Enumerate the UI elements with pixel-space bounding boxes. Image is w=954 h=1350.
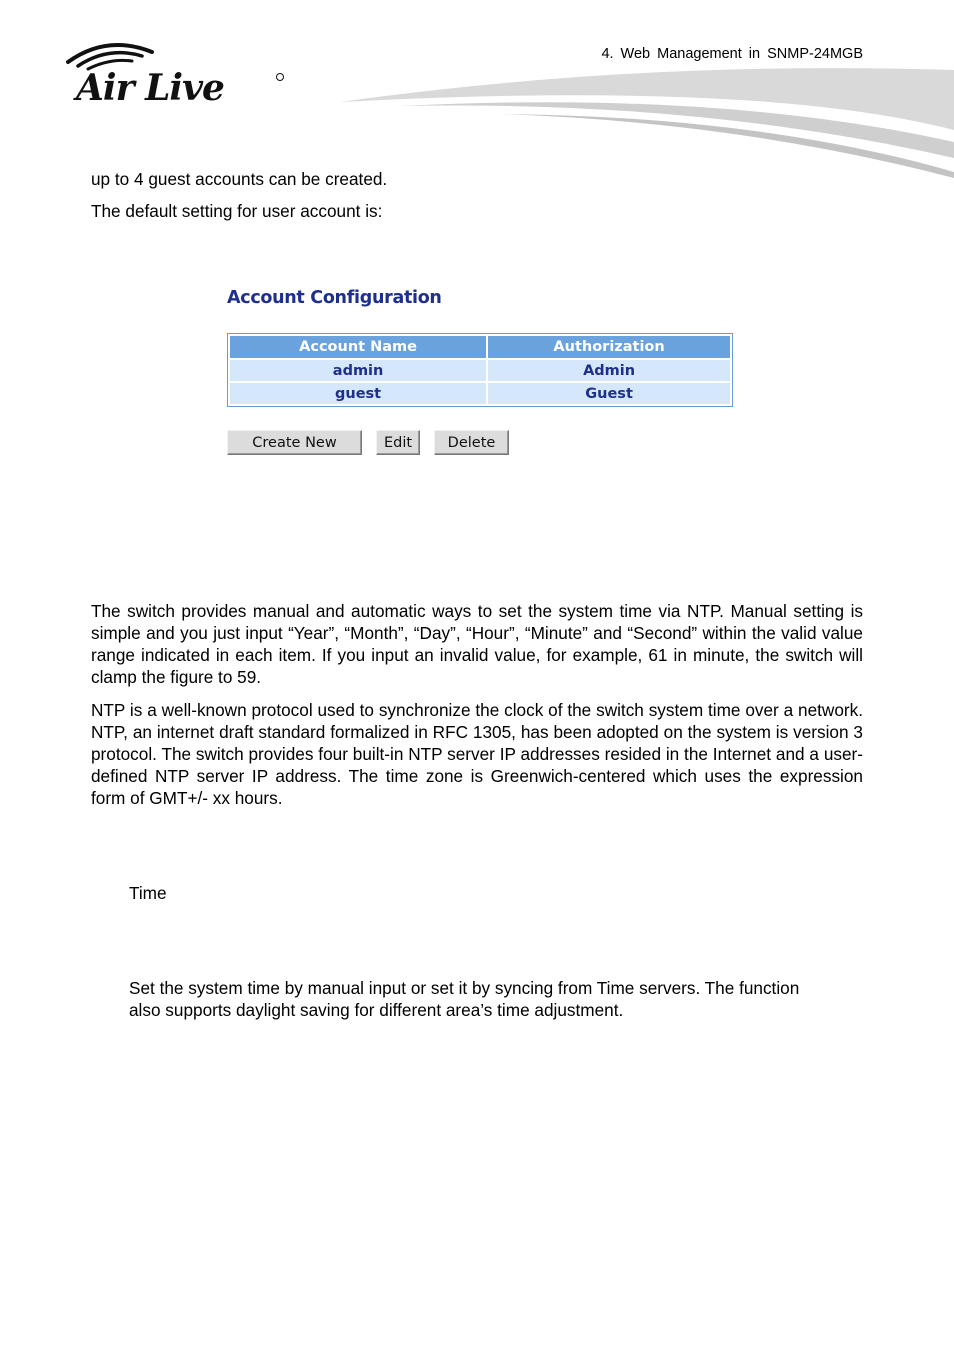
column-header-authorization: Authorization (488, 336, 730, 358)
account-config-title: Account Configuration (227, 288, 442, 308)
edit-button[interactable]: Edit (376, 430, 420, 455)
authorization-cell: Guest (488, 383, 730, 404)
delete-button[interactable]: Delete (434, 430, 509, 455)
svg-text:Air Live: Air Live (76, 67, 224, 108)
ntp-intro-paragraph: The switch provides manual and automatic ways to set the system time via NTP. Manual setting is simple and you just input “Year”, “Month”, “Day”, “Hour”, “Minute” and “Second” within the valid value range indicated in each item. If you input an invalid value, for example, 61 in minute, the switch will clamp the figure to 59. (91, 601, 863, 687)
create-new-button[interactable]: Create New (227, 430, 362, 455)
time-label: Time (129, 883, 167, 903)
intro-line-2: The default setting for user account is: (91, 201, 383, 221)
airlive-logo (62, 40, 292, 108)
account-name-cell: guest (230, 383, 486, 404)
table-row[interactable] (230, 383, 730, 404)
intro-line-1: up to 4 guest accounts can be created. (91, 169, 388, 189)
wifi-arcs-icon (68, 45, 152, 69)
column-header-account-name: Account Name (230, 336, 486, 358)
account-table (227, 333, 733, 407)
authorization-cell: Admin (488, 360, 730, 381)
time-description: Set the system time by manual input or set it by syncing from Time servers. The function also supports daylight saving for different area’s time adjustment. (129, 978, 800, 1020)
table-header-row (230, 336, 730, 358)
ntp-protocol-paragraph: NTP is a well-known protocol used to synchronize the clock of the switch system time over a network. NTP, an internet draft standard formalized in RFC 1305, has been adopted on the system is version 3 protocol. The switch provides four built-in NTP server IP addresses resided in the Internet and a user-defined NTP server IP address. The time zone is Greenwich-centered which uses the expression form of GMT+/- xx hours. (91, 700, 863, 808)
chapter-header: 4. Web Management in SNMP-24MGB (601, 46, 863, 62)
table-row[interactable] (230, 360, 730, 381)
account-name-cell: admin (230, 360, 486, 381)
registered-mark (277, 74, 284, 81)
